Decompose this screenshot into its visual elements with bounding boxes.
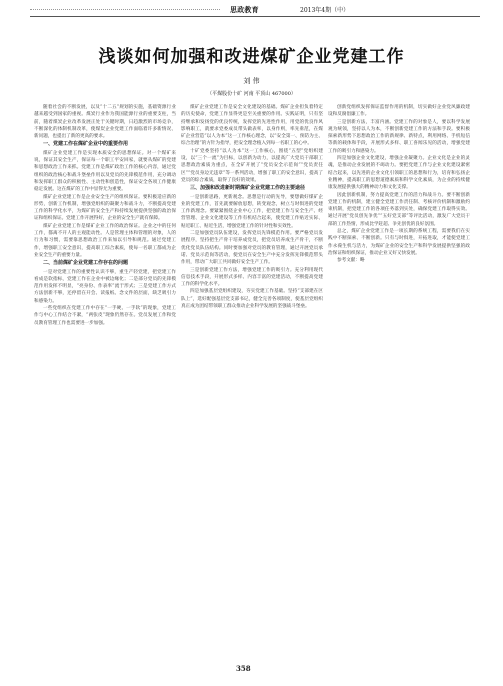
body-paragraph: 煤矿企业党建工作是实现本质安全的思想保证。对一个煤矿来说，保证其安全生产，保证每一个职工平安回家，就要从煤矿的党建和思想政治工作来抓。党建工作是煤矿政治工作的核心内容，通过党组织的政治核心和战斗堡垒作用以及党员的先锋模范作用，充分调动和发挥职工群众的积极性、主动性和创造性，保证安全各项工作健康稳定发展。这在煤矿的工作中显得尤为重要。 (34, 150, 176, 193)
article-title: 浅谈如何加强和改进煤矿企业党建工作 (98, 47, 405, 67)
body-paragraph: 煤矿企业党建工作是安全文化建设的基础。煤矿企业担负着特定的历史使命，党建工作显得更是至关重要的作用。实践证明，只有坚持继承和发扬党的优良传统，发挥党的先进性作用，用党的优良作风影响职工，就要求党委成员带头做表率，以身作则，率先垂范，在煤矿企业营造“以人为本”这一工作核心理念，以“安全第一、预防为主、综合治理”的方针为指导，把安全理念植入到每一名职工的心中。 (181, 105, 323, 147)
issue-info: 2013年4期（中） (300, 7, 350, 14)
running-header (30, 3, 480, 17)
page-number: 358 (236, 664, 251, 673)
author-name: 刘 伟 (243, 77, 260, 85)
author-affiliation: （平煤股份十矿 河南 平顶山 467000） (207, 91, 296, 97)
body-paragraph: 十矿党委坚持“以人为本”这一工作核心，围绕“五型”党组织建设，以“三个一流”为目标，以创新为动力，以提高广大党员干部职工思想政治素质为重点，在全矿开展了“党员安全示范岗”“党员责任区”“党员身边无违章”等一系列活动，增强了职工的安全意识，提高了党员的综合素质，取得了良好的效果。 (181, 148, 323, 183)
text-column-2 (181, 104, 323, 644)
body-paragraph: 随着社会的不断发展，以及“十二五”规划的实施，基础资源行业越来越受到国家的重视。煤炭行业作为我国能源行业的重要支柱，当前，随着煤炭企业改革发展正处于关键时期，日趋激烈的市场竞争，不断深化的体制机制改革，使煤炭企业党建工作面临着许多新情况、新问题，也提出了新的更高的要求。 (34, 105, 176, 140)
header-dotted-rule (30, 9, 220, 12)
section-heading: 三、加强和改进新时期煤矿企业党建工作的主要途径 (190, 185, 306, 192)
body-paragraph: 参考文献：略 (337, 258, 365, 264)
text-column-3 (328, 104, 470, 644)
body-paragraph: 煤矿企业党建工作是煤矿企业工作的政治保证。企业之中的任何工作，都离不开人的主观能动性。人是管理主体和管理的对象，人的行为和习惯，需要靠思想政治工作来加以引导和规范。通过党建工作，增强职工安全意识，提高职工综合素质，使每一名职工都成为企业安全生产的重要力量。 (34, 223, 176, 258)
body-paragraph: 四是加强基层党组织建设，夯实党建工作基础。坚持“支部建在区队上”，选好配强基层党支部书记，健全完善各项制度，使基层党组织真正成为团结带领职工群众推动企业科学发展的坚强战斗堡垒。 (181, 289, 323, 310)
body-paragraph: 总之，煤矿企业党建工作是一项长期的系统工程，需要我们在实践中不断探索、不断创新。只有与时俱进，开拓进取，才能使党建工作永葆生机与活力，为煤矿企业的安全生产和科学发展提供坚强的政治保证和组织保证，推动企业又好又快发展。 (328, 229, 470, 256)
body-paragraph: 一是对党建工作的重要性认识不够，重生产轻党建，把党建工作看成是软指标，党建工作在企业中被边缘化；二是部分党员的先锋模范作用发挥不明显，“亮身份、作表率”流于形式；三是党建工作方式方法创新不够，还停留在开会、读报纸、念文件的层面，缺乏吸引力和感染力。 (34, 269, 176, 304)
body-paragraph: 二是加强党员队伍建设，发挥党员先锋模范作用。要严格党员发展程序，坚持把生产骨干培养成党员，把党员培养成生产骨干，不断优化党员队伍结构。同时要加强对党员的教育管理，通过开展党员承诺、党员示范岗等活动，使党员在安全生产中充分发挥先锋模范带头作用，带动广大职工共同做好安全生产工作。 (181, 231, 323, 266)
text-column-1 (34, 104, 176, 644)
body-paragraph: 煤矿企业党建工作是企业安全生产的组织保证。要积极适应新的形势，创新工作机制，增强党组织的凝聚力和战斗力，不断提高党建工作的科学化水平，为煤矿的安全生产和持续发展提供坚强的政治保证和组织保证。党建工作开展得好，企业的安全生产就有保障。 (34, 194, 176, 222)
body-paragraph: 创新党组织发挥保证监督作用的机制，切实做好企业党风廉政建设和反腐倡廉工作。 (328, 105, 470, 118)
body-paragraph: 因此创新机制，努力提高党建工作的活力和战斗力。要不断创新党建工作的机制，建立健全党建工作责任制、考核评价机制和激励约束机制，把党建工作的各项任务落到实处，确保党建工作取得实效。通过开展“党员创先争优”“五好党支部”等评比活动，激发广大党员干部的工作热情，形成比学赶超、争先创优的良好氛围。 (328, 192, 470, 227)
journal-name: 思政教育 (230, 5, 259, 14)
body-paragraph: 一些党组织在党建工作中存在“一手硬、一手软”的现象，党建工作与中心工作结合不紧，“两张皮”现象仍然存在。党员发展工作和党员教育管理工作也需要进一步加强。 (34, 306, 176, 326)
section-heading: 二、当前煤矿企业党建工作存在的问题 (43, 260, 129, 267)
section-heading: 一、党建工作在煤矿企业中的重要作用 (43, 141, 129, 148)
header-rule (30, 16, 480, 17)
body-paragraph: 一是创新思路，更新观念。思想是行动的先导，要想做好煤矿企业的党建工作，首先就要解放思想，转变观念，树立与时俱进的党建工作新理念。要紧紧围绕企业中心工作，把党建工作与安全生产、经营管理、企业文化建设等工作有机结合起来，使党建工作贴近实际、贴近职工、贴近生活，增强党建工作的针对性和实效性。 (181, 194, 323, 229)
body-paragraph: 三是创新党建工作方法，增强党建工作的吸引力。充分利用现代信息技术手段，开展形式多样、内容丰富的党建活动，不断提高党建工作的科学化水平。 (181, 267, 323, 288)
body-paragraph: 三是创新方法，丰富内涵。党建工作的对象是人，要以科学发展观为统领，坚持以人为本，不断创新党建工作的方法和手段。要积极探索新形势下思想政治工作的新规律、新特点，利用网络、手机短信等新的载体和手段，开展形式多样、职工喜闻乐见的活动，增强党建工作的吸引力和感染力。 (328, 119, 470, 154)
body-paragraph: 四是加强企业文化建设，增强企业凝聚力。企业文化是企业的灵魂，是推动企业发展的不竭动力。要把党建工作与企业文化建设紧密结合起来，以先进的企业文化引领职工的思想和行为，培育和弘扬企业精神，提高职工的思想道德素质和科学文化素质，为企业的持续健康发展提供强大的精神动力和文化支撑。 (328, 156, 470, 191)
